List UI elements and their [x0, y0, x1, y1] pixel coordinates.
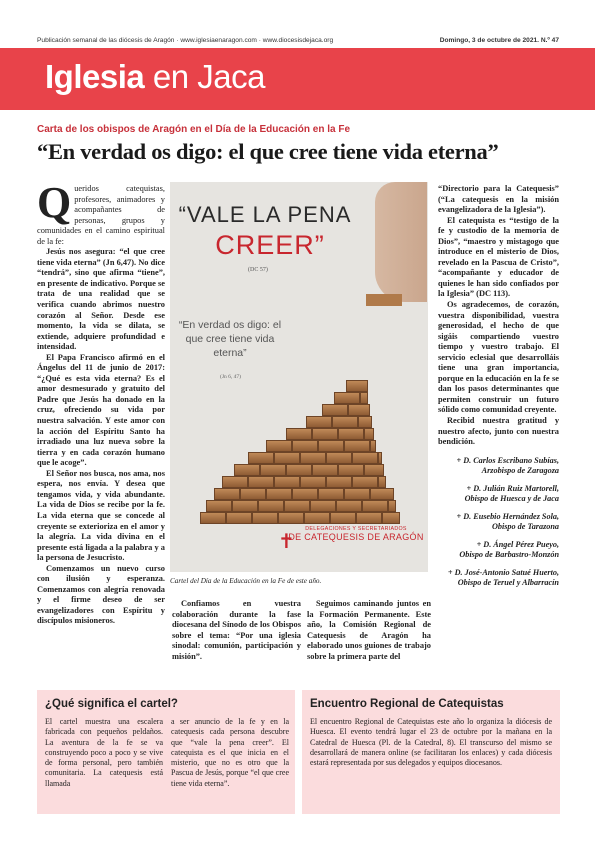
- wood-block: [322, 404, 348, 416]
- wood-block: [364, 428, 374, 440]
- article-column-1: [37, 178, 165, 627]
- signature: + D. Carlos Escribano Subías, Arzobispo de Zaragoza: [456, 455, 559, 475]
- drop-cap: Q: [37, 178, 72, 227]
- wood-block: [378, 452, 382, 464]
- box-text-col-b: a ser anuncio de la fe y en la catequesis cada persona descubre que “vale la pena creer”. El catequista es el que inicia en el misterio, que no es otro que la Pascua de Jesús, porque “el que cree tiene vida eterna”.: [171, 717, 289, 788]
- wood-block: [360, 392, 368, 404]
- wood-block: [222, 476, 248, 488]
- wood-block: [344, 440, 370, 452]
- wood-block: [332, 416, 358, 428]
- wood-block: [232, 500, 258, 512]
- wood-block: [334, 392, 360, 404]
- wood-block: [346, 380, 368, 392]
- wood-block: [348, 404, 370, 416]
- wood-block: [338, 464, 364, 476]
- box-title: ¿Qué significa el cartel?: [45, 698, 178, 710]
- poster-organization: [286, 526, 426, 542]
- article-column-4: [438, 184, 559, 588]
- signature: + D. José-Antonio Satué Huerto, Obispo de Teruel y Albarracín: [447, 567, 559, 587]
- wood-block: [266, 440, 292, 452]
- wood-block: [344, 488, 370, 500]
- wood-block: [274, 452, 300, 464]
- wood-block: [326, 452, 352, 464]
- wood-block: [274, 476, 300, 488]
- poster-org-line1: DELEGACIONES Y SECRETARIADOS: [305, 526, 407, 532]
- masthead-title: [45, 58, 265, 96]
- wood-block: [284, 500, 310, 512]
- info-box-encuentro: [302, 690, 560, 814]
- signature: + D. Eusebio Hernández Sola, Obispo de Tarazona: [456, 511, 559, 531]
- poster-reference-dc: (DC 57): [248, 267, 268, 273]
- hand-illustration: [375, 182, 427, 302]
- wood-block: [382, 512, 400, 524]
- poster-caption: Cartel del Día de la Educación en la Fe de este año.: [170, 577, 322, 585]
- wood-block: [378, 476, 386, 488]
- poster-org-line2: DE CATEQUESIS DE ARAGÓN: [288, 532, 424, 542]
- wood-block: [362, 500, 388, 512]
- paragraph: Confiamos en vuestra colaboración durante la fase diocesana del Sínodo de los Obispos sobre el tema: “Por una iglesia sinodal: comunión, participación y misión”.: [172, 599, 301, 661]
- wood-block: [364, 464, 384, 476]
- wood-block: [358, 416, 372, 428]
- wood-block: [266, 488, 292, 500]
- signature: + D. Ángel Pérez Pueyo, Obispo de Barbastro-Monzón: [459, 539, 559, 559]
- wood-block: [248, 476, 274, 488]
- box-text-col-a: El cartel muestra una escalera fabricada con pequeños peldaños. La aventura de la fe se va construyendo poco a poco y se vive de forma personal, pero también comunitaria. La catequesis está llamada: [45, 717, 163, 788]
- wood-block: [300, 452, 326, 464]
- wood-block: [260, 464, 286, 476]
- wood-block: [330, 512, 356, 524]
- wood-block: [292, 488, 318, 500]
- wood-block: [258, 500, 284, 512]
- wood-block: [370, 488, 394, 500]
- box-text: El encuentro Regional de Catequistas este año lo organiza la diócesis de Huesca. El evento tendrá lugar el 23 de octubre por la mañana en la Catedral de Huesca (Pl. de la Catedral, 8). El transcurso del mismo se desarrollará de manera online (se facilitaran los enlaces) y cada diócesis estará representada por sus delegados y equipos diocesanos.: [310, 717, 552, 768]
- wood-block: [388, 500, 396, 512]
- signature: + D. Julián Ruiz Martorell, Obispo de Huesca y de Jaca: [464, 483, 559, 503]
- wood-block: [318, 488, 344, 500]
- publication-topline: [37, 37, 559, 44]
- wood-block: [240, 488, 266, 500]
- wood-block: [300, 476, 326, 488]
- masthead-light: en Jaca: [144, 58, 265, 95]
- poster-quote: “En verdad os digo: el que cree tiene vida eterna”: [178, 319, 282, 359]
- paragraph: Jesús nos asegura: “el que cree tiene vida eterna” (Jn 6,47). No dice “tendrá”, sino que afirma “tiene”, en presente de indicativo. Porque se trata de una realidad que se verifica cuando abrimos nuestro corazón al Señor. Desde ese momento, la vida se dilata, se extiende, adquiere profundidad e intensidad.: [37, 247, 165, 352]
- wood-block: [306, 416, 332, 428]
- paragraph: Recibid nuestra gratitud y nuestro afecto, junto con nuestra bendición.: [438, 416, 559, 447]
- cross-icon: ✝: [278, 529, 295, 553]
- publication-info: Publicación semanal de las diócesis de Aragón · www.iglesiaenaragon.com · www.diocesisdejaca.org: [37, 37, 334, 44]
- wood-block: [310, 500, 336, 512]
- masthead-bold: Iglesia: [45, 58, 145, 95]
- poster-reference-jn: (Jn 6, 47): [220, 374, 241, 380]
- paragraph: Os agradecemos, de corazón, vuestra disponibilidad, vuestra generosidad, el hecho de que sigáis compartiendo vuestro tiempo y vuestro trabajo. El servicio eclesial que desarrolláis tiene una gran importancia, porque en la educación en la fe se dan los pasos determinantes que permiten construir un futuro sólido como comunidad creyente.: [438, 300, 559, 415]
- paragraph: El Papa Francisco afirmó en el Ángelus del 11 de junio de 2017: “¿Qué es esta vida eterna? Es el amor desmesurado y gratuito del Padre que Jesús ha donado en la cruz, ofreciendo su vida por nuestra salvación. Y este amor con la acción del Espíritu Santo ha irradiado una luz nueva sobre la tierra y en cada corazón humano que le acoge”.: [37, 352, 165, 468]
- wood-block: [226, 512, 252, 524]
- article-column-3: [307, 599, 431, 662]
- wood-block: [286, 464, 312, 476]
- wood-block: [278, 512, 304, 524]
- paragraph: El catequista es “testigo de la fe y custodio de la memoria de Dios”, “maestro y mistagogo que introduce en el misterio de Dios, revelado en la Pascua de Cristo”, “acompañante y educador de quienes le han sido confiados por la Iglesia” (DC 113).: [438, 215, 559, 299]
- wood-block: [292, 440, 318, 452]
- article-headline: “En verdad os digo: el que cree tiene vida eterna”: [37, 139, 499, 164]
- wood-block: [318, 440, 344, 452]
- wood-block: [206, 500, 232, 512]
- issue-date: Domingo, 3 de octubre de 2021. N.º 47: [439, 37, 559, 44]
- poster-title-line1: “VALE LA PENA: [178, 202, 352, 227]
- paragraph: Queridos catequistas, profesores, animadores y acompañantes de personas, grupos y comunidades en el camino espiritual de la fe:: [37, 178, 165, 246]
- wood-block: [356, 512, 382, 524]
- paragraph: Comenzamos un nuevo curso con ilusión y esperanza. Comenzamos con alegría renovada y el firme deseo de ser evangelizadores con Espíritu y discípulos misioneros.: [37, 563, 165, 626]
- poster-title-line2: CREER”: [215, 230, 325, 260]
- wood-block: [352, 452, 378, 464]
- article-kicker: Carta de los obispos de Aragón en el Día de la Educación en la Fe: [37, 124, 351, 135]
- held-block: [366, 294, 402, 306]
- box-title: Encuentro Regional de Catequistas: [310, 698, 504, 710]
- wood-block: [304, 512, 330, 524]
- wood-block: [326, 476, 352, 488]
- wood-block: [252, 512, 278, 524]
- info-box-cartel: [37, 690, 295, 814]
- wood-block: [312, 464, 338, 476]
- wood-block: [336, 500, 362, 512]
- paragraph: “Directorio para la Catequesis” (“La catequesis en la misión evangelizadora de la Iglesia”).: [438, 184, 559, 215]
- wood-block: [352, 476, 378, 488]
- wood-block: [234, 464, 260, 476]
- article-column-2: [172, 599, 301, 662]
- poster-image: [170, 182, 428, 572]
- wood-block: [248, 452, 274, 464]
- paragraph: Seguimos caminando juntos en la Formación Permanente. Este año, la Comisión Regional de Catequesis de Aragón ha elaborado unos guiones de trabajo sobre la primera parte del: [307, 599, 431, 661]
- wood-block: [286, 428, 312, 440]
- wood-block: [338, 428, 364, 440]
- wood-block: [370, 440, 376, 452]
- wood-block: [200, 512, 226, 524]
- wood-block: [214, 488, 240, 500]
- paragraph: El Señor nos busca, nos ama, nos espera, nos envía. Y desea que tengamos vida, y vida abundante. La vida de Dios se recibe por la fe. La vida eterna que se concede al creyente se exterioriza en el amor y la alegría. La vida divina en el presente está ligada a la palabra y a la persona de Jesucristo.: [37, 468, 165, 563]
- wood-block: [312, 428, 338, 440]
